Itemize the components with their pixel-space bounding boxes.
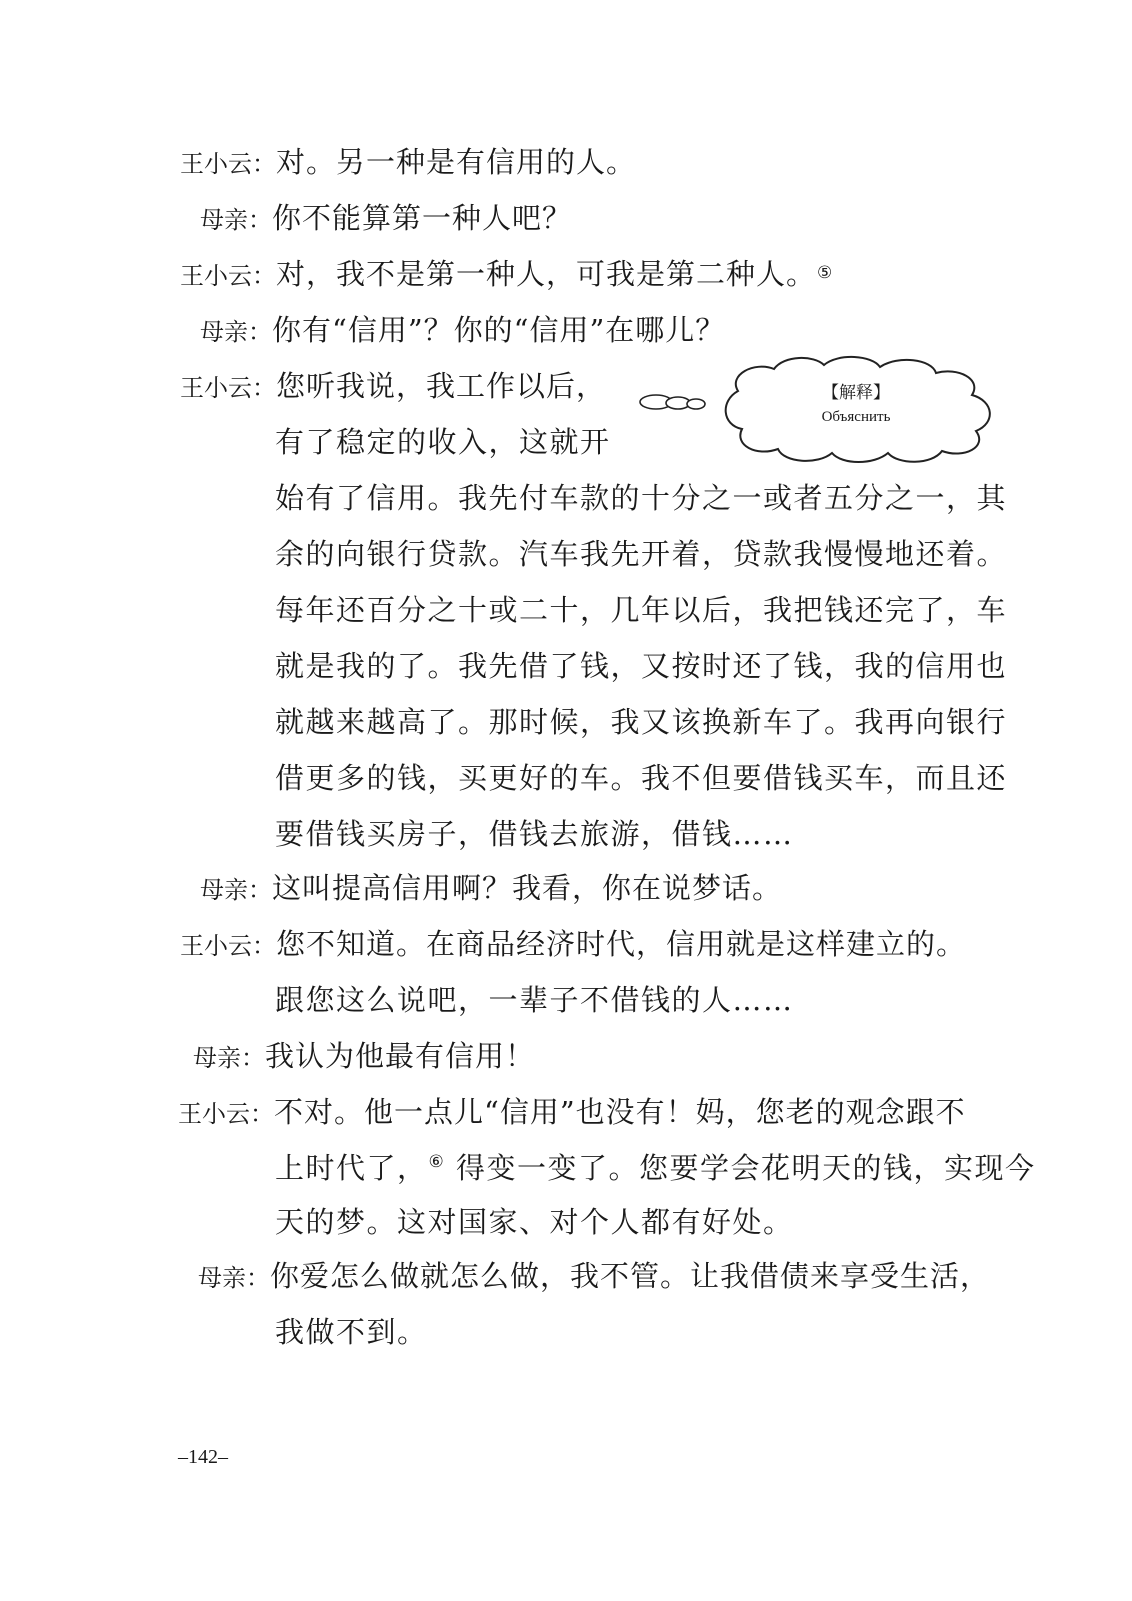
speaker-label: 王小云： — [180, 262, 276, 290]
speech-continuation: 就是我的了。我先借了钱，又按时还了钱，我的信用也 — [275, 649, 1008, 683]
speech-continuation: 每年还百分之十或二十，几年以后，我把钱还完了，车 — [275, 593, 1008, 627]
speech-text: 你有“信用”？你的“信用”在哪儿？ — [272, 313, 726, 347]
speech-continuation: 余的向银行贷款。汽车我先开着，贷款我慢慢地还着。 — [275, 537, 1008, 571]
dialogue-line — [193, 1034, 535, 1075]
callout-title: 【解释】 — [822, 383, 890, 403]
speech-continuation: 我做不到。 — [275, 1315, 428, 1349]
dialogue-line — [180, 922, 966, 963]
dialogue-line — [180, 252, 832, 293]
dialogue-line — [178, 1090, 966, 1131]
speech-text: 我认为他最有信用！ — [265, 1039, 536, 1073]
speech-text: 得变一变了。您要学会花明天的钱，实现今 — [445, 1151, 1036, 1185]
dialogue-line — [180, 364, 606, 405]
speech-text: 您不知道。在商品经济时代，信用就是这样建立的。 — [276, 927, 967, 961]
speaker-label: 母亲： — [198, 1264, 270, 1292]
dialogue-line — [200, 196, 572, 237]
footnote-marker: ⑤ — [817, 262, 833, 283]
speaker-label: 王小云： — [178, 1100, 274, 1128]
speaker-label: 王小云： — [180, 150, 276, 178]
speech-continuation: 借更多的钱，买更好的车。我不但要借钱买车，而且还 — [275, 761, 1008, 795]
speech-text: 您听我说，我工作以后， — [276, 369, 607, 403]
speech-text: 对，我不是第一种人，可我是第二种人。 — [276, 257, 817, 291]
dialogue-line — [198, 1254, 990, 1295]
speech-continuation: 就越来越高了。那时候，我又该换新车了。我再向银行 — [275, 705, 1008, 739]
dialogue-line — [200, 866, 782, 907]
speaker-label: 母亲： — [200, 318, 272, 346]
speech-text: 你爱怎么做就怎么做，我不管。让我借债来享受生活， — [270, 1259, 991, 1293]
footnote-marker: ⑥ — [428, 1152, 446, 1173]
speaker-label: 母亲： — [193, 1044, 265, 1072]
speaker-label: 母亲： — [200, 206, 272, 234]
dialogue-line — [180, 140, 636, 181]
speech-continuation: 始有了信用。我先付车款的十分之一或者五分之一，其 — [275, 481, 1008, 515]
speech-continuation — [275, 1146, 1036, 1187]
speaker-label: 王小云： — [180, 932, 276, 960]
callout-text: Объяснить — [821, 409, 891, 425]
speech-text: 对。另一种是有信用的人。 — [276, 145, 637, 179]
speech-text: 你不能算第一种人吧？ — [272, 201, 573, 235]
speech-continuation: 跟您这么说吧，一辈子不借钱的人…… — [275, 983, 794, 1017]
speaker-label: 王小云： — [180, 374, 276, 402]
speech-continuation: 要借钱买房子，借钱去旅游，借钱…… — [275, 817, 794, 851]
speech-continuation: 天的梦。这对国家、对个人都有好处。 — [275, 1205, 794, 1239]
speech-text: 这叫提高信用啊？我看，你在说梦话。 — [272, 871, 783, 905]
page-number: –142– — [178, 1446, 228, 1468]
speaker-label: 母亲： — [200, 876, 272, 904]
speech-text: 不对。他一点儿“信用”也没有！妈，您老的观念跟不 — [274, 1095, 966, 1129]
speech-continuation: 有了稳定的收入，这就开 — [275, 425, 611, 459]
speech-text: 上时代了， — [275, 1151, 428, 1185]
dialogue-line — [200, 308, 725, 349]
